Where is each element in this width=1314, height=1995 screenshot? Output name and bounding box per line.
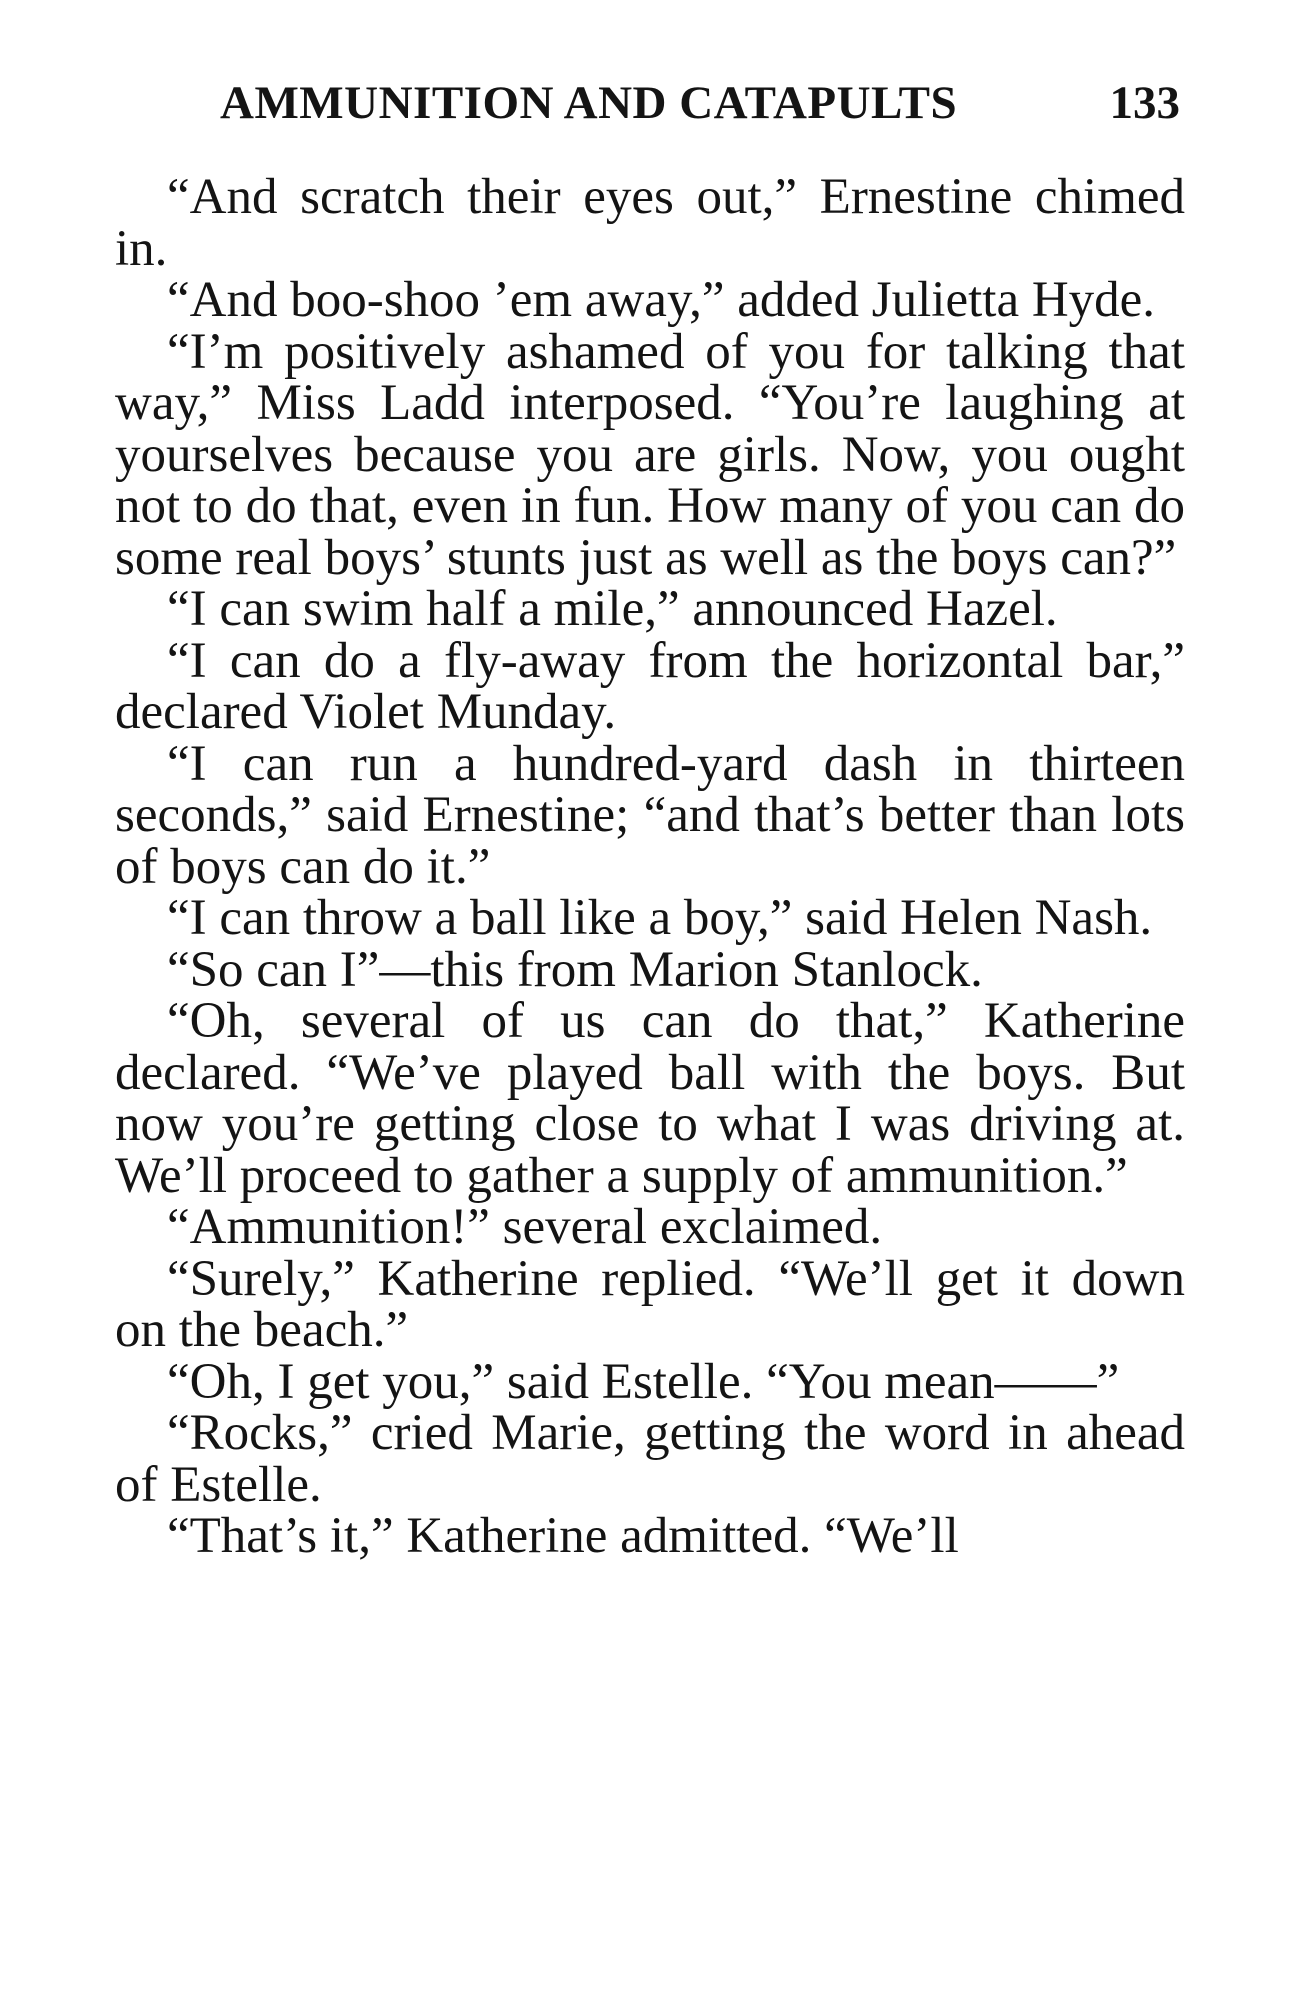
paragraph: “I can run a hundred-yard dash in thirteen seconds,” said Ernestine; “and that’s better than lots of boys can do it.” (115, 735, 1185, 895)
paragraph: “Oh, several of us can do that,” Katherine declared. “We’ve played ball with the boys. But now you’re getting close to what I was driving at. We’ll proceed to gather a supply of ammunition.” (115, 993, 1185, 1204)
paragraph: “I can do a fly-away from the horizontal bar,” declared Violet Munday. (115, 632, 1185, 740)
page-number: 133 (1109, 77, 1180, 129)
paragraph: “Ammunition!” several exclaimed. (167, 1199, 883, 1255)
paragraph: “I’m positively ashamed of you for talking that way,” Miss Ladd interposed. “You’re laughing at yourselves because you are girls. Now, you ought not to do that, even in fun. How many of you can do some real boys’ stunts just as well as the boys can?” (115, 323, 1185, 586)
paragraph: “Oh, I get you,” said Estelle. “You mean——” (167, 1353, 1120, 1410)
paragraph: “I can swim half a mile,” announced Hazel. (167, 581, 1058, 637)
paragraph: “That’s it,” Katherine admitted. “We’ll (167, 1508, 959, 1564)
page-header (220, 68, 1180, 138)
paragraph: “I can throw a ball like a boy,” said Helen Nash. (167, 890, 1153, 946)
paragraph: “Rocks,” cried Marie, getting the word in ahead of Estelle. (115, 1405, 1185, 1513)
paragraph: “And scratch their eyes out,” Ernestine chimed in. (115, 169, 1185, 277)
paragraph: “So can I”—this from Marion Stanlock. (167, 941, 983, 998)
paragraph: “Surely,” Katherine replied. “We’ll get it down on the beach.” (115, 1250, 1185, 1358)
body-text (115, 169, 1185, 1564)
running-head: AMMUNITION AND CATAPULTS (220, 77, 958, 129)
paragraph: “And boo-shoo ’em away,” added Julietta Hyde. (167, 272, 1156, 328)
